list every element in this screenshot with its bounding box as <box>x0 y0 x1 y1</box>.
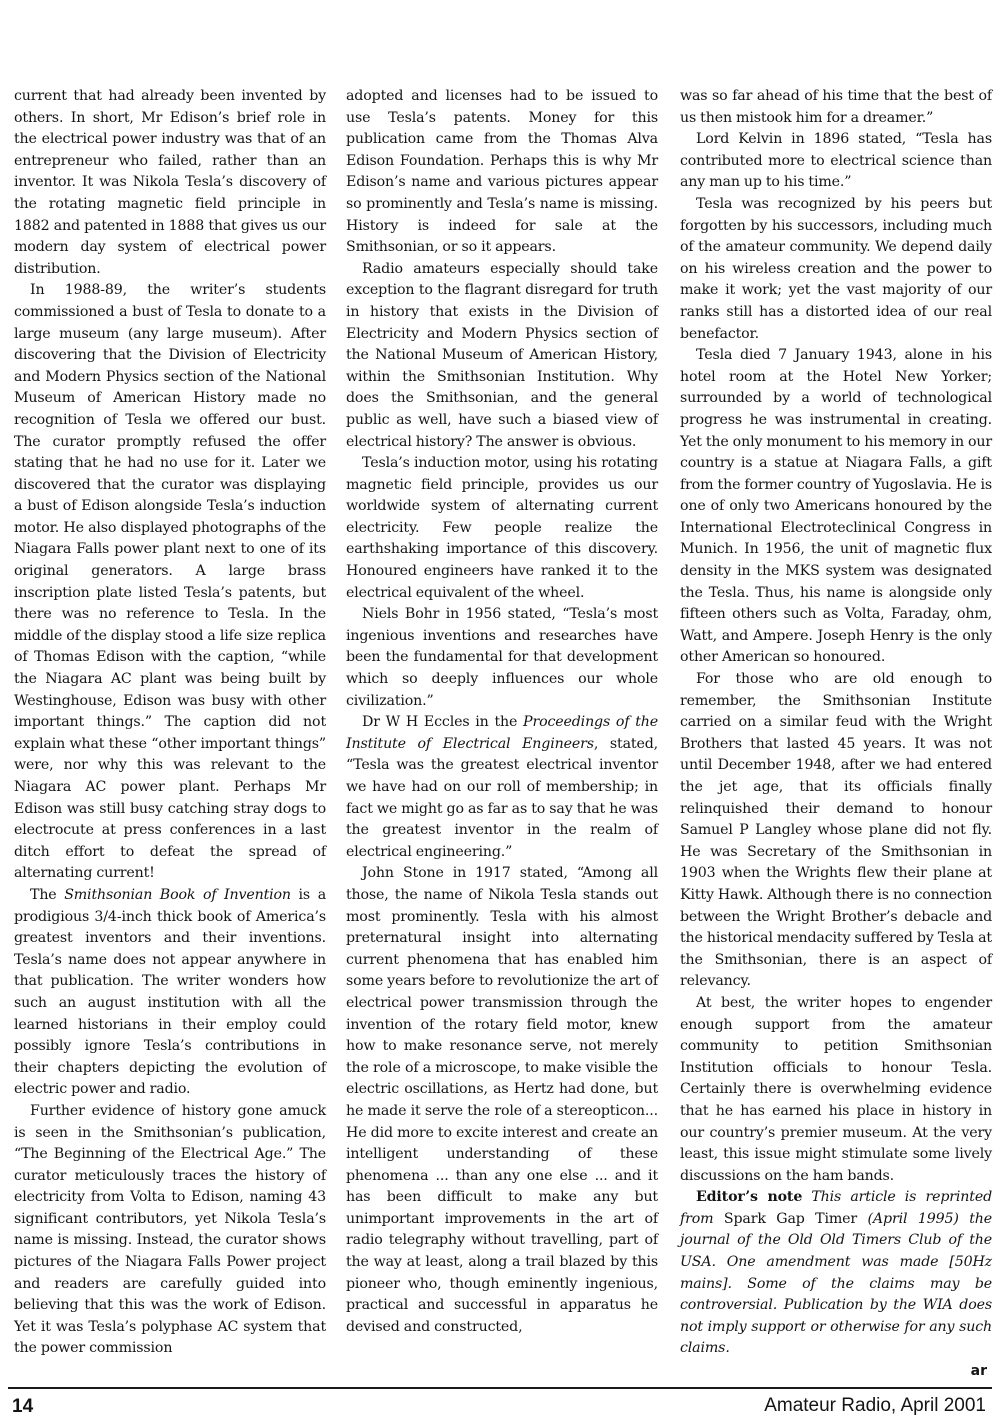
paragraph-text-run: was so far ahead of his time that the best of us then mistook him for a dreamer.” <box>680 88 992 126</box>
paragraph-text-run: Dr W H Eccles in the <box>362 714 524 731</box>
paragraph-italic-run: (April 1995) the journal of the Old Old Timers Club of the USA. One amendment was made [50Hz mains]. Some of the claims may be controversial. Publication by the WIA does not imply support or otherwise for any such claims. <box>680 1210 992 1357</box>
paragraph-text-run: Tesla was recognized by his peers but forgotten by his successors, including much of the amateur community. We depend daily on his wireless creation and the power to make it work; yet the vast majority of our ranks still has a distorted idea of our real benefactor. <box>680 195 992 342</box>
paragraph-text-run: Lord Kelvin in 1896 stated, “Tesla has contributed more to electrical science than any man up to his time.” <box>680 131 992 191</box>
article-paragraph <box>14 885 326 1101</box>
text-column-3 <box>680 86 992 1360</box>
paragraph-text-run: Radio amateurs especially should take exception to the flagrant disregard for truth in history that exists in the Division of Electricity and Modern Physics section of the National Museum of American History, within the Smithsonian Institution. Why does the Smithsonian, and the general public as well, have such a biased view of electrical history? The answer is obvious. <box>346 260 658 450</box>
text-column-2 <box>346 86 658 1338</box>
paragraph-text-run: John Stone in 1917 stated, “Among all those, the name of Nikola Tesla stands out most prominently. Tesla with his almost preternatural insight into alternating current phenomena that has enabled him some years before to revolutionize the art of electrical power transmission through the invention of the rotary field motor, knew how to make resonance serve, not merely the role of a microscope, to make visible the electric oscillations, as Hertz had done, but he made it serve the role of a stereopticon... He did more to excite interest and create an intelligent understanding of these phenomena ... than any one else ... and it has been difficult to make any but unimportant improvements in the art of radio telegraphy without travelling, part of the way at least, along a trail blazed by this pioneer who, though eminently ingenious, practical and successful in apparatus he devised and constructed, <box>346 865 658 1335</box>
page-number: 14 <box>12 1396 34 1417</box>
article-paragraph <box>680 129 992 194</box>
article-paragraph <box>680 993 992 1187</box>
paragraph-italic-run: This article is reprinted from <box>680 1189 992 1227</box>
article-paragraph <box>346 863 658 1338</box>
paragraph-text-run: Tesla’s induction motor, using his rotating magnetic field principle, provides us our worldwide system of alternating current electricity. Few people realize the earthshaking importance of this discovery. Honoured engineers have ranked it to the electrical equivalent of the wheel. <box>346 455 658 601</box>
footer-divider <box>8 1387 992 1389</box>
paragraph-italic-run: Smithsonian Book of Invention <box>64 886 291 903</box>
article-paragraph <box>14 1101 326 1360</box>
paragraph-text-run: Further evidence of history gone amuck is seen in the Smithsonian’s publication, “The Beginning of the Electrical Age.” The curator meticulously traces the history of electricity from Volta to Edison, naming 43 significant contributors, yet Nikola Tesla’s name is missing. Instead, the curator shows pictures of the Niagara Falls Power project and readers are carefully guided into believing that this was the work of Edison. Yet it was Tesla’s polyphase AC system that the power commission <box>14 1102 326 1357</box>
article-end-mark: ar <box>970 1363 987 1379</box>
article-paragraph <box>680 345 992 669</box>
article-paragraph <box>14 86 326 280</box>
paragraph-text-run: current that had already been invented by others. In short, Mr Edison’s brief role in the electrical power industry was that of an entrepreneur who failed, rather than an inventor. It was Nikola Tesla’s discovery of the rotating magnetic field principle in 1882 and patented in 1888 that gives us our modern day system of electrical power distribution. <box>14 88 326 277</box>
paragraph-text-run: The <box>30 886 65 903</box>
paragraph-text-run: For those who are old enough to remember, the Smithsonian Institute carried on a similar feud with the Wright Brothers that lasted 45 years. It was not until December 1948, after we had entered the jet age, that its officials finally relinquished their demand to honour Samuel P Langley whose plane did not fly. He was Secretary of the Smithsonian in 1903 when the Wrights flew their plane at Kitty Hawk. Although there is no connection between the Wright Brother’s debacle and the historical mendacity suffered by Tesla at the Smithsonian, there is an aspect of relevancy. <box>680 671 992 990</box>
paragraph-italic-run: Proceedings of the Institute of Electrical Engineers <box>346 714 659 752</box>
text-column-1 <box>14 86 326 1360</box>
article-paragraph <box>680 1187 992 1360</box>
paragraph-bold-run: Editor’s note <box>696 1189 803 1206</box>
article-paragraph <box>346 604 658 712</box>
article-paragraph <box>680 669 992 993</box>
article-paragraph <box>346 453 658 604</box>
article-paragraph <box>346 712 658 863</box>
paragraph-text-run: Tesla died 7 January 1943, alone in his hotel room at the Hotel New Yorker; surrounded by a world of technological progress he was instrumental in creating. Yet the only monument to his memory in our country is a statue at Niagara Falls, a gift from the former country of Yugoslavia. He is one of only two Americans honoured by the International Electroteclinical Congress in Munich. In 1956, the unit of magnetic flux density in the MKS system was designated the Tesla. Thus, his name is alongside only fifteen others such as Volta, Faraday, ohm, Watt, and Ampere. Joseph Henry is the only other American so honoured. <box>680 347 993 666</box>
paragraph-text-run: Niels Bohr in 1956 stated, “Tesla’s most ingenious inventions and researches have been the fundamental for that development which so deeply influences our whole civilization.” <box>346 606 658 709</box>
paragraph-text-run: Spark Gap Timer <box>723 1210 858 1227</box>
article-paragraph <box>680 194 992 345</box>
paragraph-text-run: , stated, “Tesla was the greatest electrical inventor we have had on our roll of membership; in fact we might go as far as to say that he was the greatest inventor in the realm of electrical engineering.” <box>346 735 659 860</box>
article-paragraph <box>346 259 658 453</box>
article-paragraph <box>346 86 658 259</box>
article-paragraph <box>680 86 992 129</box>
article-paragraph <box>14 280 326 885</box>
footer-publication-credit: Amateur Radio, April 2001 <box>764 1395 986 1416</box>
paragraph-text-run: At best, the writer hopes to engender enough support from the amateur community to petition Smithsonian Institution officials to honour Tesla. Certainly there is overwhelming evidence that he has earned his place in history in our country’s premier museum. At the very least, this issue might stimulate some lively discussions on the ham bands. <box>680 994 992 1184</box>
paragraph-text-run: adopted and licenses had to be issued to use Tesla’s patents. Money for this publication came from the Thomas Alva Edison Foundation. Perhaps this is why Mr Edison’s name and various pictures appear so prominently and Tesla’s name is missing. History is indeed for sale at the Smithsonian, or so it appears. <box>346 88 658 256</box>
paragraph-text-run: is a prodigious 3/4-inch thick book of America’s greatest inventors and their inventions. Tesla’s name does not appear anywhere in that publication. The writer wonders how such an august institution with all the learned historians in their employ could possibly ignore Tesla’s contributions in their chapters depicting the evolution of electric power and radio. <box>14 886 327 1098</box>
paragraph-text-run: In 1988-89, the writer’s students commissioned a bust of Tesla to donate to a large museum (any large museum). After discovering that the Division of Electricity and Modern Physics section of the National Museum of American History made no recognition of Tesla we offered our bust. The curator promptly refused the offer stating that he had no use for it. Later we discovered that the curator was displaying a bust of Edison alongside Tesla’s induction motor. He also displayed photographs of the Niagara Falls power plant next to one of its original generators. A large brass inscription plate listed Tesla’s patents, but there was no reference to Tesla. In the middle of the display stood a life size replica of Thomas Edison with the caption, “while the Niagara AC plant was being built by Westinghouse, Edison was busy with other important things.” The caption did not explain what these “other important things” were, nor why this was relevant to the Niagara AC power plant. Perhaps Mr Edison was still busy catching stray dogs to electrocute at press conferences in a last ditch effort to defeat the spread of alternating current! <box>14 282 326 882</box>
